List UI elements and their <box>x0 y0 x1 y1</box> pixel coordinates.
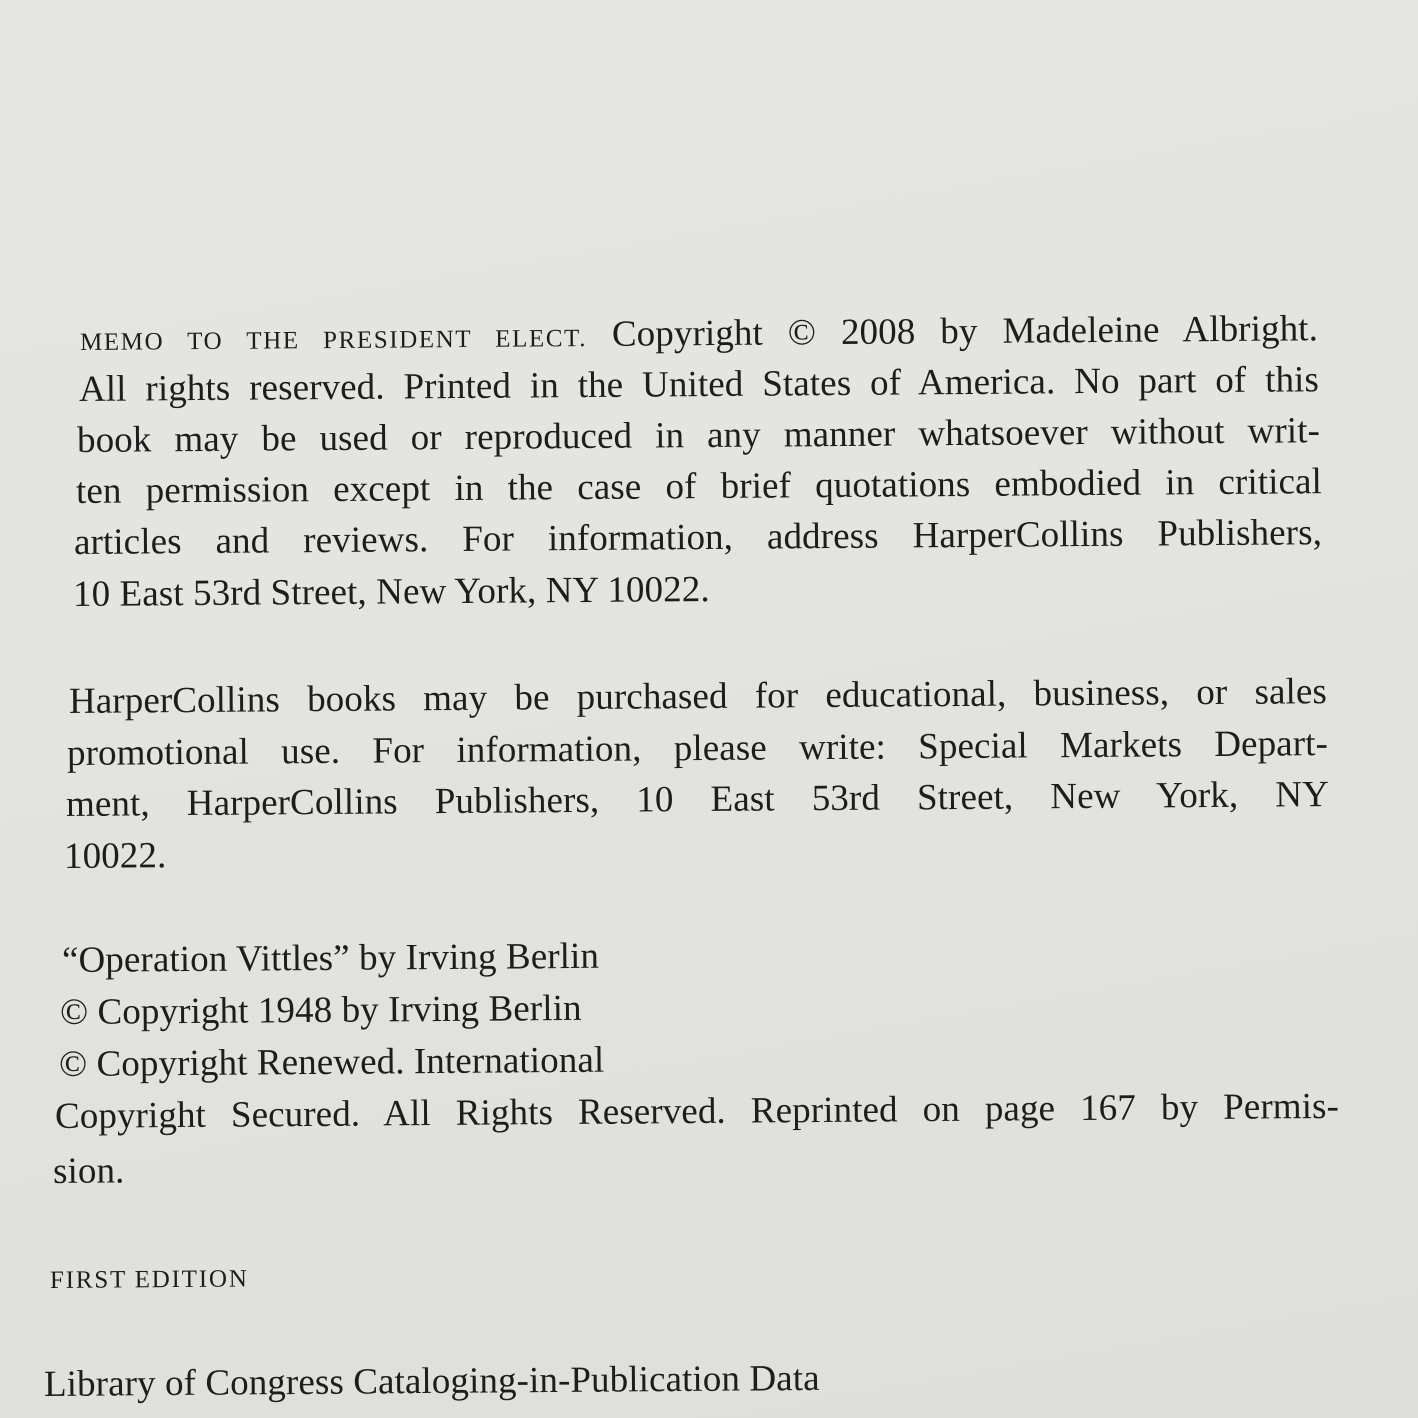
copyright-line-6: 10 East 53rd Street, New York, NY 10022. <box>72 568 710 615</box>
copyright-line-2: All rights reserved. Printed in the United States of America. No part of this <box>78 359 1320 410</box>
special-markets-line-4: 10022. <box>63 835 167 877</box>
copyright-line-5: articles and reviews. For information, address HarperCollins Publishers, <box>73 512 1323 563</box>
copyright-line-1 <box>80 310 1318 357</box>
permissions-line-1: “Operation Vittles” by Irving Berlin <box>61 935 600 981</box>
copyright-statement: Copyright © 2008 by Madeleine Albright. <box>611 308 1319 355</box>
permissions-line-3: © Copyright Renewed. International <box>58 1039 605 1085</box>
cip-heading: Library of Congress Cataloging-in-Publication Data <box>43 1357 820 1405</box>
book-title-smallcaps: MEMO TO THE PRESIDENT ELECT. <box>79 325 588 356</box>
edition-label: FIRST EDITION <box>49 1265 249 1294</box>
permissions-line-2: © Copyright 1948 by Irving Berlin <box>59 987 582 1033</box>
permissions-line-4: Copyright Secured. All Rights Reserved. Reprinted on page 167 by Permis- <box>54 1085 1340 1137</box>
special-markets-line-3: ment, HarperCollins Publishers, 10 East 53rd Street, New York, NY <box>65 774 1330 825</box>
permissions-line-5: sion. <box>52 1150 125 1192</box>
copyright-line-3: book may be used or reproduced in any manner whatsoever without writ- <box>76 410 1321 461</box>
copyright-line-4: ten permission except in the case of brief quotations embodied in critical <box>75 461 1323 512</box>
special-markets-line-2: promotional use. For information, please write: Special Markets Depart- <box>66 723 1329 774</box>
special-markets-line-1: HarperCollins books may be purchased for educational, business, or sales <box>68 671 1328 722</box>
